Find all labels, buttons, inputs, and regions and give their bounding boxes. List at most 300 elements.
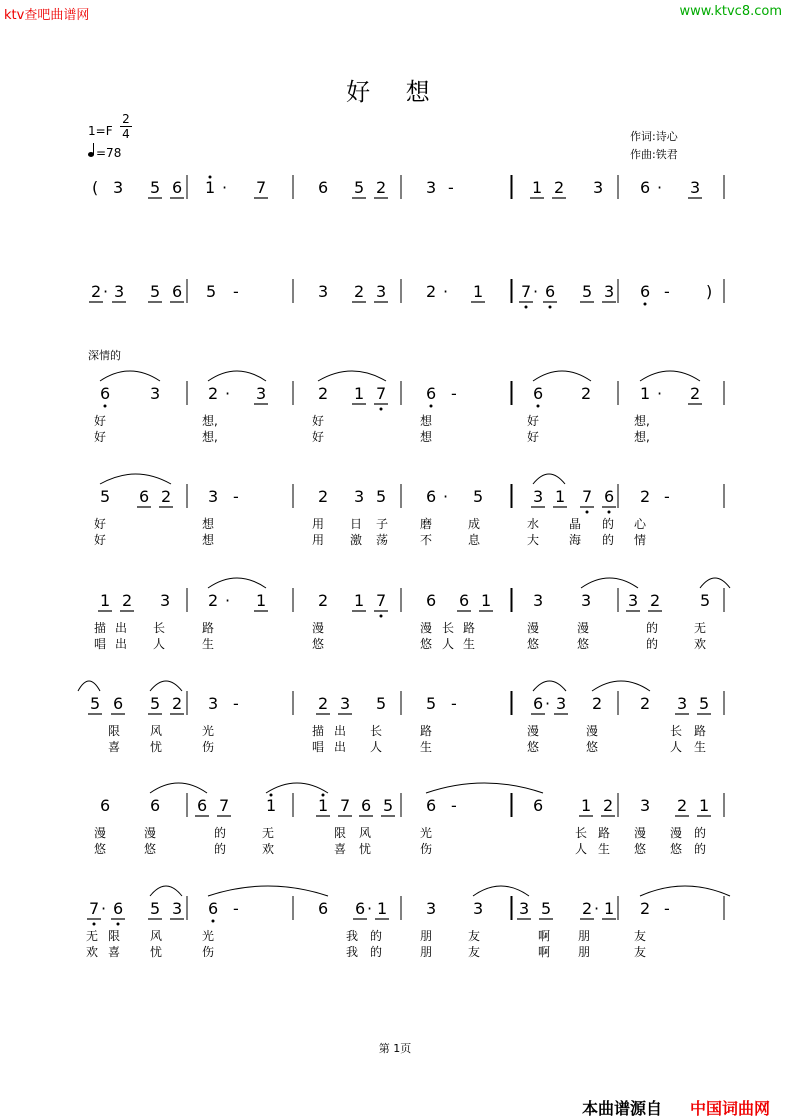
note: 1 bbox=[100, 591, 111, 610]
note: 1 bbox=[604, 899, 615, 918]
lyric: 好 bbox=[527, 414, 540, 428]
key-signature: 1=F bbox=[88, 124, 113, 138]
note: 6 bbox=[533, 384, 544, 403]
lyric: 人 bbox=[442, 637, 455, 651]
note: 6 bbox=[318, 178, 329, 197]
note: 5 bbox=[206, 282, 217, 301]
lyric: 不 bbox=[420, 533, 433, 547]
lyric: 息 bbox=[468, 533, 481, 547]
note: 6 bbox=[100, 796, 111, 815]
note: 3 bbox=[318, 282, 329, 301]
note: 6 bbox=[459, 591, 470, 610]
lyric: 风 bbox=[150, 724, 163, 738]
lyric: 长 bbox=[153, 621, 166, 635]
note: 3 bbox=[533, 487, 544, 506]
lyric: 漫 bbox=[586, 724, 599, 738]
lyric: 的 bbox=[646, 637, 659, 651]
lyric: 唱 bbox=[94, 637, 107, 651]
high-octave-dot bbox=[270, 794, 273, 797]
lyric: 描 bbox=[94, 621, 107, 635]
lyric: 悠 bbox=[527, 740, 540, 754]
low-octave-dot bbox=[608, 511, 611, 514]
lyric: 好 bbox=[312, 430, 325, 444]
note: 2 bbox=[122, 591, 133, 610]
dot-mark: · bbox=[657, 178, 663, 197]
lyric: 想, bbox=[634, 430, 650, 444]
note: 1 bbox=[640, 384, 651, 403]
note: 3 bbox=[628, 591, 639, 610]
note: 3 bbox=[113, 178, 124, 197]
note: 3 bbox=[640, 796, 651, 815]
note: 2 bbox=[208, 384, 219, 403]
lyric: 人 bbox=[153, 637, 166, 651]
lyric: 无 bbox=[86, 929, 99, 943]
note: ( bbox=[92, 178, 99, 197]
note: 6 bbox=[533, 694, 544, 713]
note: 6 bbox=[640, 282, 651, 301]
note: 1 bbox=[354, 591, 365, 610]
dot-mark: · bbox=[225, 384, 231, 403]
lyric: 友 bbox=[468, 945, 481, 959]
lyric: 生 bbox=[420, 740, 433, 754]
low-octave-dot bbox=[644, 303, 647, 306]
note: 1 bbox=[266, 796, 277, 815]
slur bbox=[533, 474, 565, 484]
slur bbox=[100, 474, 171, 484]
dot-mark: · bbox=[594, 899, 600, 918]
note: 3 bbox=[593, 178, 604, 197]
low-octave-dot bbox=[380, 408, 383, 411]
lyric: 想, bbox=[202, 430, 218, 444]
lyric: 路 bbox=[420, 724, 433, 738]
note: 5 bbox=[376, 694, 387, 713]
lyric: 日 bbox=[350, 517, 363, 531]
slur bbox=[533, 371, 591, 381]
note: 2 bbox=[91, 282, 102, 301]
lyric: 描 bbox=[312, 724, 325, 738]
note: 6 bbox=[426, 487, 437, 506]
note: 2 bbox=[318, 591, 329, 610]
lyric: 悠 bbox=[144, 842, 157, 856]
lyric: 朋 bbox=[420, 929, 433, 943]
lyric: 风 bbox=[359, 826, 372, 840]
lyric: 忧 bbox=[359, 842, 372, 856]
note: ) bbox=[706, 282, 713, 301]
note: 3 bbox=[677, 694, 688, 713]
note: 5 bbox=[150, 694, 161, 713]
high-octave-dot bbox=[209, 176, 212, 179]
note: 5 bbox=[90, 694, 101, 713]
note: 2 bbox=[592, 694, 603, 713]
note: 2 bbox=[208, 591, 219, 610]
lyric: 限 bbox=[108, 724, 121, 738]
lyric: 长 bbox=[575, 826, 588, 840]
lyric: 限 bbox=[108, 929, 121, 943]
note: 7 bbox=[521, 282, 532, 301]
lyric: 激 bbox=[350, 533, 363, 547]
note: 6 bbox=[426, 384, 437, 403]
note: 3 bbox=[172, 899, 183, 918]
lyric: 长 bbox=[442, 621, 455, 635]
slur bbox=[208, 578, 266, 588]
dot-mark: · bbox=[367, 899, 373, 918]
note: 2 bbox=[640, 899, 651, 918]
lyric: 悠 bbox=[420, 637, 433, 651]
lyric: 悠 bbox=[94, 842, 107, 856]
low-octave-dot bbox=[549, 306, 552, 309]
dot-mark: · bbox=[657, 384, 663, 403]
lyric: 悠 bbox=[527, 637, 540, 651]
note: 3 bbox=[160, 591, 171, 610]
lyric: 想 bbox=[420, 414, 433, 428]
slur bbox=[640, 371, 700, 381]
lyric: 成 bbox=[468, 517, 481, 531]
low-octave-dot bbox=[430, 405, 433, 408]
note: 1 bbox=[581, 796, 592, 815]
low-octave-dot bbox=[212, 920, 215, 923]
slur bbox=[318, 371, 386, 381]
note: 5 bbox=[150, 899, 161, 918]
slur bbox=[473, 886, 529, 896]
note: 6 bbox=[533, 796, 544, 815]
lyric: 荡 bbox=[376, 533, 389, 547]
note: 5 bbox=[383, 796, 394, 815]
lyric: 光 bbox=[420, 826, 433, 840]
note: 2 bbox=[426, 282, 437, 301]
note: 2 bbox=[354, 282, 365, 301]
lyric: 好 bbox=[527, 430, 540, 444]
lyric: 路 bbox=[598, 826, 611, 840]
lyric: 漫 bbox=[94, 826, 107, 840]
note: 6 bbox=[197, 796, 208, 815]
dot-mark: · bbox=[103, 282, 109, 301]
note: 2 bbox=[581, 384, 592, 403]
note: 1 bbox=[377, 899, 388, 918]
lyric: 友 bbox=[634, 929, 647, 943]
note: 7 bbox=[582, 487, 593, 506]
high-octave-dot bbox=[322, 794, 325, 797]
note: 5 bbox=[100, 487, 111, 506]
note: 6 bbox=[318, 899, 329, 918]
dot-mark: · bbox=[443, 487, 449, 506]
lyric: 漫 bbox=[312, 621, 325, 635]
slur bbox=[700, 578, 730, 588]
note: 3 bbox=[150, 384, 161, 403]
note: 6 bbox=[545, 282, 556, 301]
low-octave-dot bbox=[104, 405, 107, 408]
note: 1 bbox=[532, 178, 543, 197]
note: 3 bbox=[581, 591, 592, 610]
lyric: 我 bbox=[346, 929, 359, 943]
lyric: 子 bbox=[376, 517, 389, 531]
lyric: 友 bbox=[634, 945, 647, 959]
note: 6 bbox=[100, 384, 111, 403]
note: 3 bbox=[354, 487, 365, 506]
note: 2 bbox=[650, 591, 661, 610]
lyric: 悠 bbox=[312, 637, 325, 651]
lyric: 朋 bbox=[578, 945, 591, 959]
dash-mark: - bbox=[233, 899, 239, 918]
dash-mark: - bbox=[233, 694, 239, 713]
site-watermark-right: www.ktvc8.com bbox=[679, 4, 782, 19]
lyric: 海 bbox=[569, 533, 582, 547]
site-watermark-left: ktv查吧曲谱网 bbox=[4, 8, 90, 23]
note: 6 bbox=[640, 178, 651, 197]
dash-mark: - bbox=[233, 282, 239, 301]
lyric: 漫 bbox=[527, 621, 540, 635]
note: 3 bbox=[114, 282, 125, 301]
note: 5 bbox=[150, 178, 161, 197]
note: 6 bbox=[208, 899, 219, 918]
lyric: 生 bbox=[202, 637, 215, 651]
lyric: 漫 bbox=[527, 724, 540, 738]
lyric: 晶 bbox=[569, 517, 582, 531]
lyric: 漫 bbox=[634, 826, 647, 840]
note: 2 bbox=[603, 796, 614, 815]
lyric: 生 bbox=[463, 637, 476, 651]
lyric: 喜 bbox=[108, 740, 121, 754]
dash-mark: - bbox=[451, 694, 457, 713]
note: 5 bbox=[426, 694, 437, 713]
lyric: 的 bbox=[214, 826, 227, 840]
source-site: 中国词曲网 bbox=[690, 1099, 771, 1118]
note: 2 bbox=[318, 694, 329, 713]
note: 7 bbox=[376, 384, 387, 403]
dot-mark: · bbox=[222, 178, 228, 197]
lyric: 想, bbox=[634, 414, 650, 428]
lyric: 的 bbox=[694, 842, 707, 856]
note: 6 bbox=[355, 899, 366, 918]
slur bbox=[592, 681, 650, 691]
lyric: 生 bbox=[694, 740, 707, 754]
lyric: 路 bbox=[694, 724, 707, 738]
song-title: 好 想 bbox=[346, 78, 444, 106]
note: 6 bbox=[172, 282, 183, 301]
dash-mark: - bbox=[451, 796, 457, 815]
note: 3 bbox=[690, 178, 701, 197]
dash-mark: - bbox=[448, 178, 454, 197]
note: 6 bbox=[139, 487, 150, 506]
lyric: 限 bbox=[334, 826, 347, 840]
dash-mark: - bbox=[664, 282, 670, 301]
note: 2 bbox=[640, 487, 651, 506]
lyric: 路 bbox=[202, 621, 215, 635]
note: 1 bbox=[205, 178, 216, 197]
note: 6 bbox=[113, 694, 124, 713]
dash-mark: - bbox=[664, 487, 670, 506]
dot-mark: · bbox=[225, 591, 231, 610]
note: 3 bbox=[519, 899, 530, 918]
note: 3 bbox=[208, 694, 219, 713]
note: 5 bbox=[354, 178, 365, 197]
lyric: 无 bbox=[262, 826, 275, 840]
lyric: 忧 bbox=[150, 740, 163, 754]
note: 6 bbox=[604, 487, 615, 506]
low-octave-dot bbox=[537, 405, 540, 408]
dash-mark: - bbox=[451, 384, 457, 403]
lyric: 欢 bbox=[694, 637, 707, 651]
lyric: 伤 bbox=[420, 842, 433, 856]
note: 3 bbox=[376, 282, 387, 301]
dash-mark: - bbox=[664, 899, 670, 918]
dash-mark: - bbox=[233, 487, 239, 506]
low-octave-dot bbox=[586, 511, 589, 514]
note: 1 bbox=[318, 796, 329, 815]
note: 5 bbox=[473, 487, 484, 506]
lyric: 生 bbox=[598, 842, 611, 856]
low-octave-dot bbox=[380, 615, 383, 618]
lyric: 情 bbox=[634, 533, 647, 547]
note: 5 bbox=[700, 591, 711, 610]
note: 5 bbox=[699, 694, 710, 713]
lyric: 唱 bbox=[312, 740, 325, 754]
lyric: 伤 bbox=[202, 740, 215, 754]
lyric: 伤 bbox=[202, 945, 215, 959]
lyric: 心 bbox=[634, 517, 647, 531]
lyric: 啊 bbox=[538, 929, 551, 943]
note: 5 bbox=[150, 282, 161, 301]
slur bbox=[78, 681, 100, 691]
time-sig-top: 2 bbox=[122, 112, 130, 126]
lyric: 好 bbox=[94, 517, 107, 531]
lyric: 好 bbox=[94, 533, 107, 547]
lyric: 欢 bbox=[86, 945, 99, 959]
lyric: 悠 bbox=[577, 637, 590, 651]
lyric: 友 bbox=[468, 929, 481, 943]
note: 5 bbox=[376, 487, 387, 506]
note: 2 bbox=[640, 694, 651, 713]
lyric: 喜 bbox=[334, 842, 347, 856]
slur bbox=[640, 886, 730, 896]
low-octave-dot bbox=[93, 923, 96, 926]
lyric: 光 bbox=[202, 724, 215, 738]
lyric: 人 bbox=[370, 740, 383, 754]
lyric: 水 bbox=[527, 517, 540, 531]
slur bbox=[208, 371, 266, 381]
note: 1 bbox=[481, 591, 492, 610]
slur bbox=[100, 371, 160, 381]
note: 7 bbox=[340, 796, 351, 815]
slur bbox=[533, 681, 566, 691]
note: 3 bbox=[604, 282, 615, 301]
note: 2 bbox=[690, 384, 701, 403]
lyric: 大 bbox=[527, 533, 540, 547]
note: 6 bbox=[172, 178, 183, 197]
note: 3 bbox=[256, 384, 267, 403]
lyric: 出 bbox=[115, 621, 128, 635]
note: 7 bbox=[219, 796, 230, 815]
source-label: 本曲谱源自 bbox=[582, 1099, 663, 1118]
lyric: 悠 bbox=[634, 842, 647, 856]
low-octave-dot bbox=[117, 923, 120, 926]
lyric: 朋 bbox=[420, 945, 433, 959]
note: 1 bbox=[555, 487, 566, 506]
lyric: 好 bbox=[94, 414, 107, 428]
note: 3 bbox=[208, 487, 219, 506]
lyric: 好 bbox=[94, 430, 107, 444]
note: 5 bbox=[541, 899, 552, 918]
lyric: 用 bbox=[312, 517, 325, 531]
note: 3 bbox=[340, 694, 351, 713]
lyric: 的 bbox=[646, 621, 659, 635]
page-number: 第 1页 bbox=[378, 1042, 412, 1055]
lyric: 出 bbox=[115, 637, 128, 651]
note: 7 bbox=[376, 591, 387, 610]
note: 6 bbox=[426, 796, 437, 815]
lyric: 路 bbox=[463, 621, 476, 635]
slur bbox=[266, 783, 328, 793]
slur bbox=[581, 578, 638, 588]
slur bbox=[426, 783, 543, 793]
lyric: 的 bbox=[694, 826, 707, 840]
lyric: 啊 bbox=[538, 945, 551, 959]
lyric: 喜 bbox=[108, 945, 121, 959]
note: 2 bbox=[376, 178, 387, 197]
lyric: 想, bbox=[202, 414, 218, 428]
note: 6 bbox=[426, 591, 437, 610]
lyric: 光 bbox=[202, 929, 215, 943]
lyric: 想 bbox=[202, 533, 215, 547]
note: 6 bbox=[113, 899, 124, 918]
note: 1 bbox=[354, 384, 365, 403]
note: 2 bbox=[161, 487, 172, 506]
lyric: 好 bbox=[312, 414, 325, 428]
lyric: 磨 bbox=[420, 517, 433, 531]
lyric: 朋 bbox=[578, 929, 591, 943]
lyric: 的 bbox=[602, 533, 615, 547]
note: 6 bbox=[361, 796, 372, 815]
lyric: 用 bbox=[312, 533, 325, 547]
dot-mark: · bbox=[101, 899, 107, 918]
lyricist-credit: 作词:诗心 bbox=[630, 130, 678, 143]
note: 2 bbox=[677, 796, 688, 815]
note: 2 bbox=[554, 178, 565, 197]
lyric: 出 bbox=[334, 740, 347, 754]
lyric: 欢 bbox=[262, 842, 275, 856]
time-sig-bottom: 4 bbox=[122, 127, 130, 141]
lyric: 的 bbox=[370, 945, 383, 959]
slur bbox=[150, 681, 182, 691]
dot-mark: · bbox=[545, 694, 551, 713]
lyric: 漫 bbox=[144, 826, 157, 840]
note: 5 bbox=[582, 282, 593, 301]
lyric: 无 bbox=[694, 621, 707, 635]
note: 3 bbox=[426, 899, 437, 918]
note: 1 bbox=[699, 796, 710, 815]
lyric: 悠 bbox=[586, 740, 599, 754]
lyric: 想 bbox=[202, 517, 215, 531]
composer-credit: 作曲:铁君 bbox=[630, 148, 678, 161]
lyric: 出 bbox=[334, 724, 347, 738]
lyric: 想 bbox=[420, 430, 433, 444]
lyric: 漫 bbox=[420, 621, 433, 635]
lyric: 人 bbox=[670, 740, 683, 754]
note: 2 bbox=[318, 487, 329, 506]
lyric: 忧 bbox=[150, 945, 163, 959]
note: 2 bbox=[582, 899, 593, 918]
lyric: 长 bbox=[370, 724, 383, 738]
note: 2 bbox=[318, 384, 329, 403]
note: 2 bbox=[172, 694, 183, 713]
lyric: 的 bbox=[214, 842, 227, 856]
dot-mark: · bbox=[533, 282, 539, 301]
lyric: 漫 bbox=[670, 826, 683, 840]
note: 7 bbox=[89, 899, 100, 918]
note: 1 bbox=[473, 282, 484, 301]
expression-marking: 深情的 bbox=[88, 349, 121, 362]
note: 3 bbox=[473, 899, 484, 918]
lyric: 风 bbox=[150, 929, 163, 943]
